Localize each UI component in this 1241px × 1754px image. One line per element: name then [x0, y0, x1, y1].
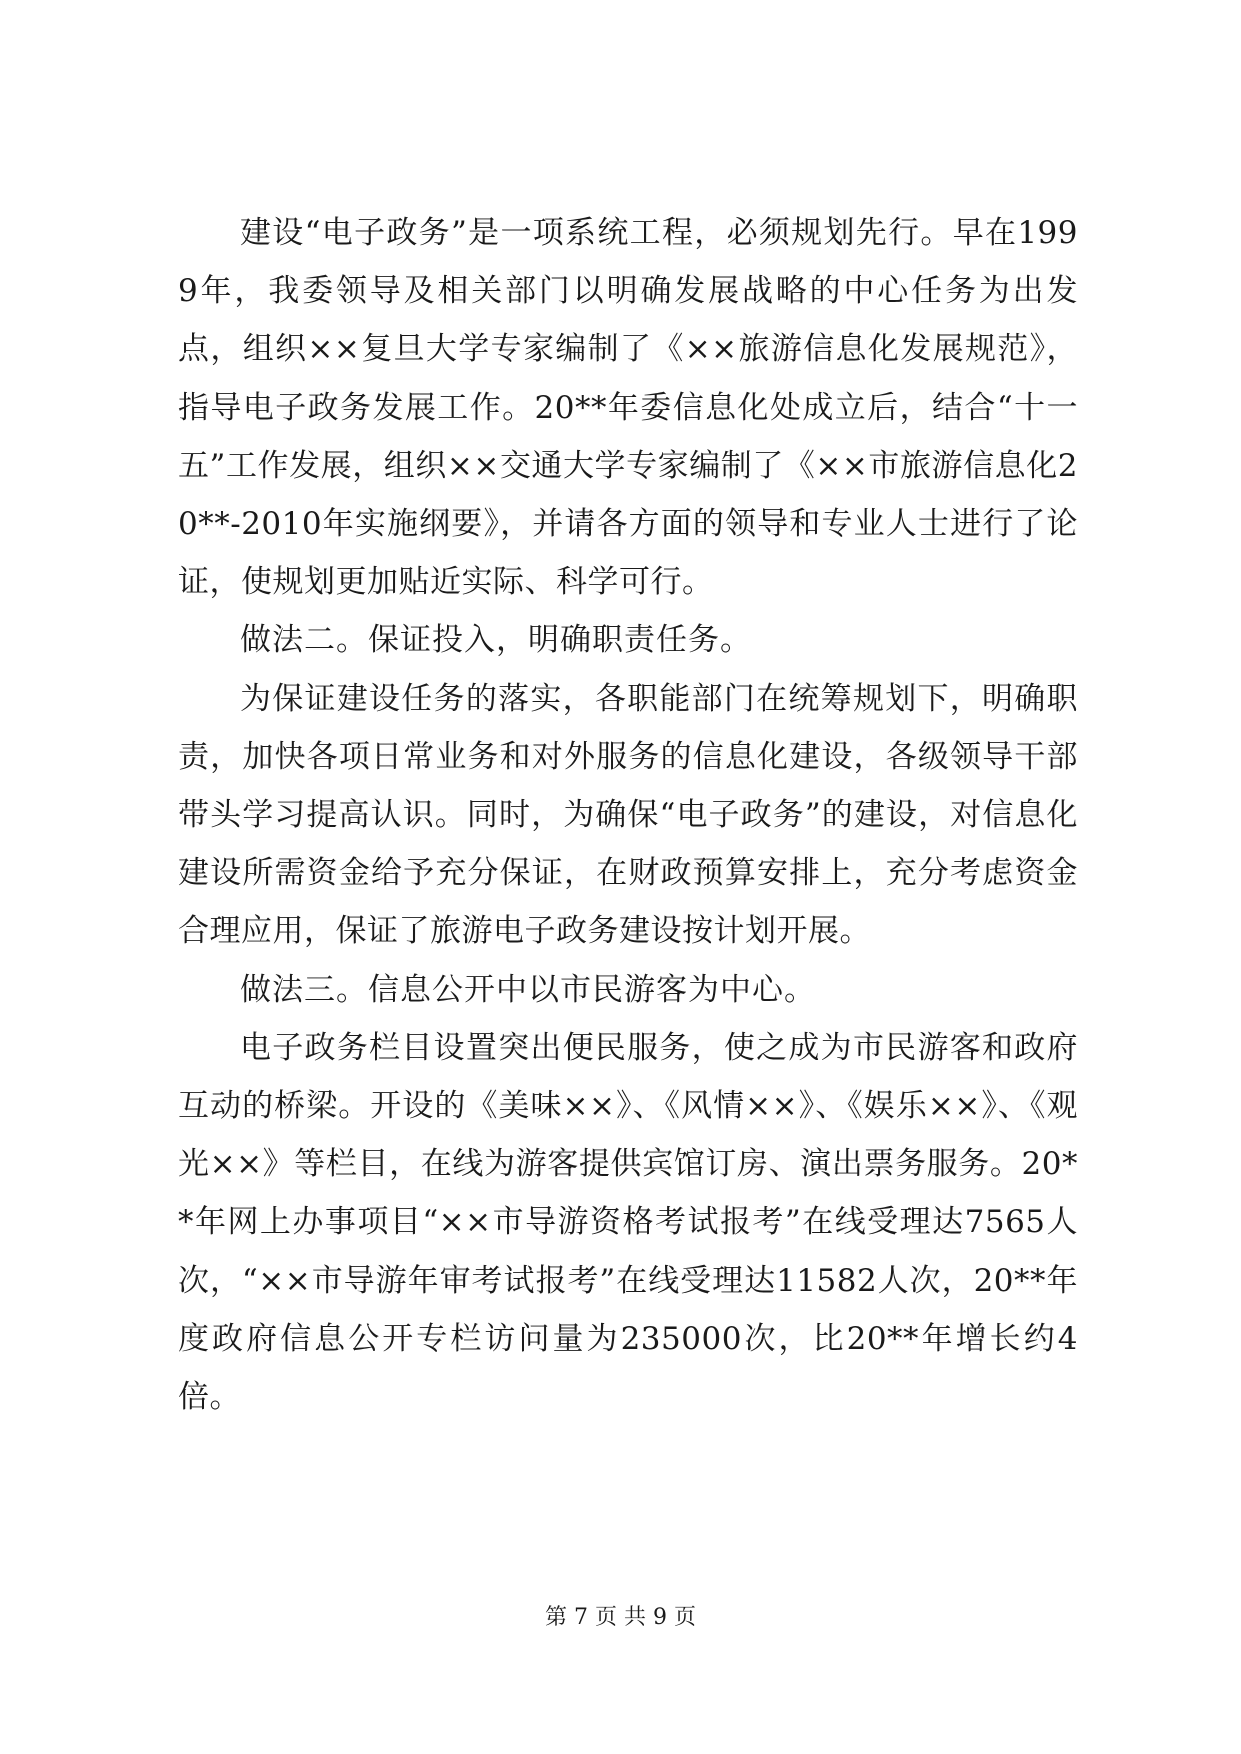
paragraph-investment: 为保证建设任务的落实，各职能部门在统筹规划下，明确职责，加快各项日常业务和对外服务的信息化建设，各级领导干部带头学习提高认识。同时，为确保“电子政务”的建设，对信息化建设所需资金给予充分保证，在财政预算安排上，充分考虑资金合理应用，保证了旅游电子政务建设按计划开展。	[178, 680, 1078, 950]
page-number-footer: 第 7 页 共 9 页	[545, 1605, 696, 1630]
document-body	[178, 204, 1078, 1426]
paragraph-method-three-heading: 做法三。信息公开中以市民游客为中心。	[240, 971, 816, 1008]
paragraph-method-two-heading: 做法二。保证投入，明确职责任务。	[240, 622, 752, 659]
paragraph-planning: 建设“电子政务”是一项系统工程，必须规划先行。早在1999年，我委领导及相关部门以明确发展战略的中心任务为出发点，组织××复旦大学专家编制了《××旅游信息化发展规范》，指导电子政务发展工作。20**年委信息化处成立后，结合“十一五”工作发展，组织××交通大学专家编制了《××市旅游信息化20**-2010年实施纲要》，并请各方面的领导和专业人士进行了论证，使规划更加贴近实际、科学可行。	[178, 215, 1078, 601]
paragraph-public-service: 电子政务栏目设置突出便民服务，使之成为市民游客和政府互动的桥梁。开设的《美味××》、《风情××》、《娱乐××》、《观光××》等栏目，在线为游客提供宾馆订房、演出票务服务。20**年网上办事项目“××市导游资格考试报考”在线受理达7565人次，“××市导游年审考试报考”在线受理达11582人次，20**年度政府信息公开专栏访问量为235000次，比20**年增长约4倍。	[178, 1029, 1078, 1416]
